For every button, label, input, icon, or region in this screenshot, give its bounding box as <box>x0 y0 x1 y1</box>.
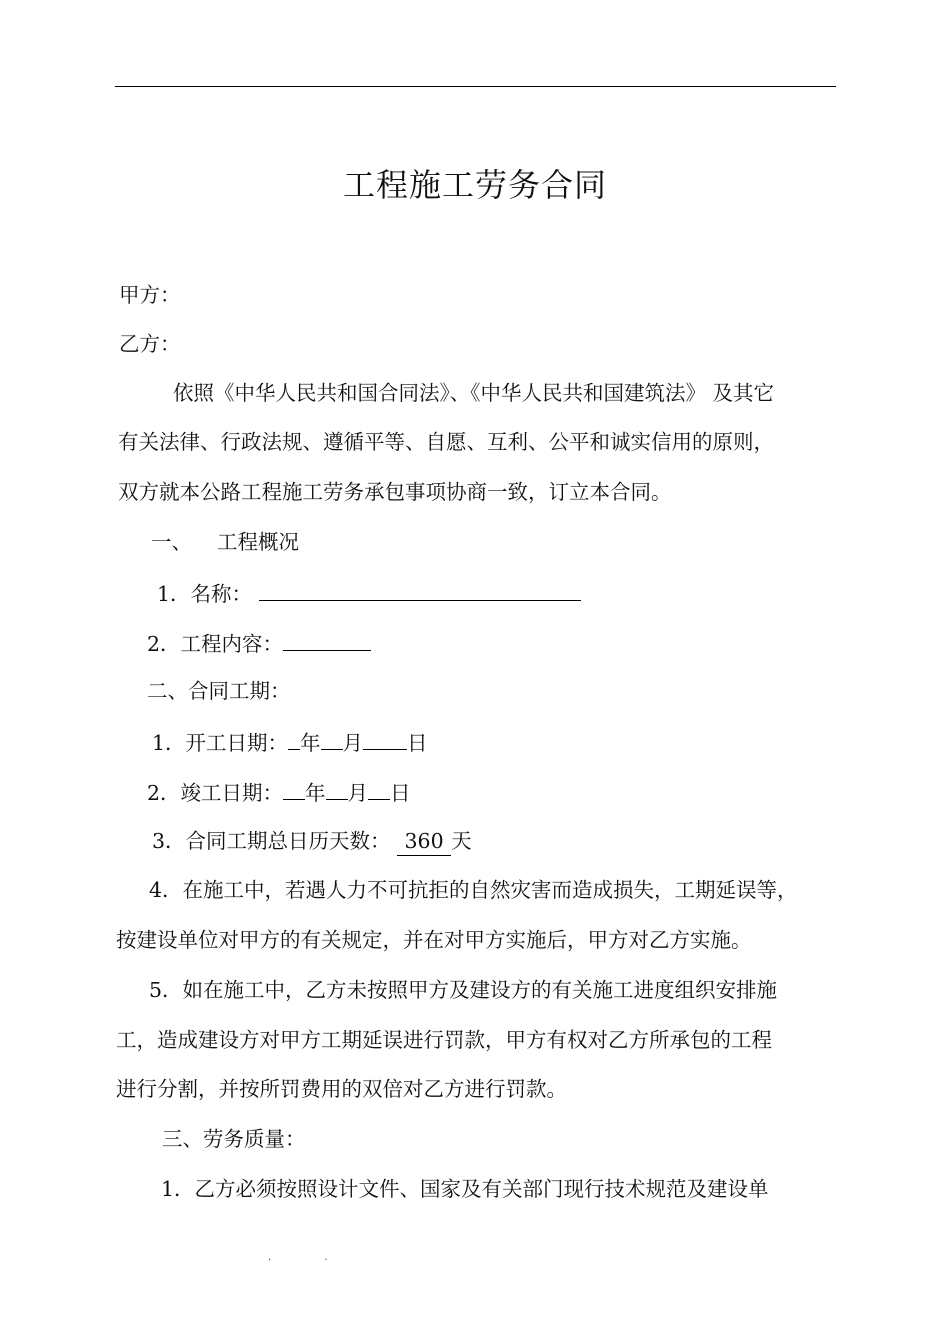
start-month-text: 月 <box>342 731 364 755</box>
intro-line-2: 有关法律、行政法规、遵循平等、自愿、互利、公平和诚实信用的原则， <box>118 430 774 454</box>
clause-5-line-2: 工，造成建设方对甲方工期延误进行罚款，甲方有权对乙方所承包的工程 <box>116 1028 772 1052</box>
clause-5-line-3: 进行分割，并按所罚费用的双倍对乙方进行罚款。 <box>116 1077 567 1101</box>
section-3-heading: 三、劳务质量： <box>162 1127 306 1151</box>
start-day-blank <box>363 727 407 750</box>
end-day-text: 日 <box>390 781 411 805</box>
start-day-text: 日 <box>407 731 428 755</box>
start-date-line <box>152 727 428 757</box>
end-month-blank <box>326 777 348 800</box>
party-b-label: 乙方： <box>119 332 181 356</box>
intro-line-1: 依照《中华人民共和国合同法》、《中华人民共和国建筑法》 及其它 <box>173 381 775 405</box>
section-2-heading: 二、合同工期： <box>147 679 291 703</box>
end-month-text: 月 <box>347 781 369 805</box>
start-year-blank <box>288 727 300 750</box>
start-year-text: 年 <box>300 731 321 755</box>
clause-5-line-1: 5．如在施工中，乙方未按照甲方及建设方的有关施工进度组织安排施 <box>149 978 778 1002</box>
name-blank <box>259 578 581 601</box>
end-date-label: 2．竣工日期： <box>147 781 284 805</box>
content-blank <box>283 628 371 651</box>
document-title: 工程施工劳务合同 <box>342 166 607 204</box>
item-content-label: 2．工程内容： <box>147 632 284 656</box>
start-month-blank <box>321 727 343 750</box>
duration-unit: 天 <box>451 829 472 853</box>
duration-value: 360 <box>397 827 451 856</box>
end-year-text: 年 <box>305 781 326 805</box>
quality-1-line: 1．乙方必须按照设计文件、国家及有关部门现行技术规范及建设单 <box>161 1177 769 1201</box>
start-date-label: 1．开工日期： <box>152 731 289 755</box>
section-1-number: 一、 <box>151 530 192 554</box>
clause-4-line-2: 按建设单位对甲方的有关规定，并在对甲方实施后，甲方对乙方实施。 <box>116 928 752 952</box>
party-a-label: 甲方： <box>119 283 181 307</box>
header-rule <box>115 86 836 87</box>
item-name-label: 1．名称： <box>157 582 253 606</box>
end-day-blank <box>368 777 390 800</box>
item-content-line <box>147 628 371 658</box>
footer-marks: . . <box>268 1252 353 1263</box>
duration-line <box>152 827 472 856</box>
item-name-line <box>157 578 581 608</box>
end-year-blank <box>283 777 305 800</box>
section-1-title: 工程概况 <box>217 530 299 554</box>
clause-4-line-1: 4．在施工中，若遇人力不可抗拒的自然灾害而造成损失，工期延误等， <box>149 878 798 902</box>
intro-line-3: 双方就本公路工程施工劳务承包事项协商一致，订立本合同。 <box>118 480 672 504</box>
duration-label: 3．合同工期总日历天数： <box>152 829 391 853</box>
section-1-heading <box>151 528 299 556</box>
end-date-line <box>147 777 411 807</box>
